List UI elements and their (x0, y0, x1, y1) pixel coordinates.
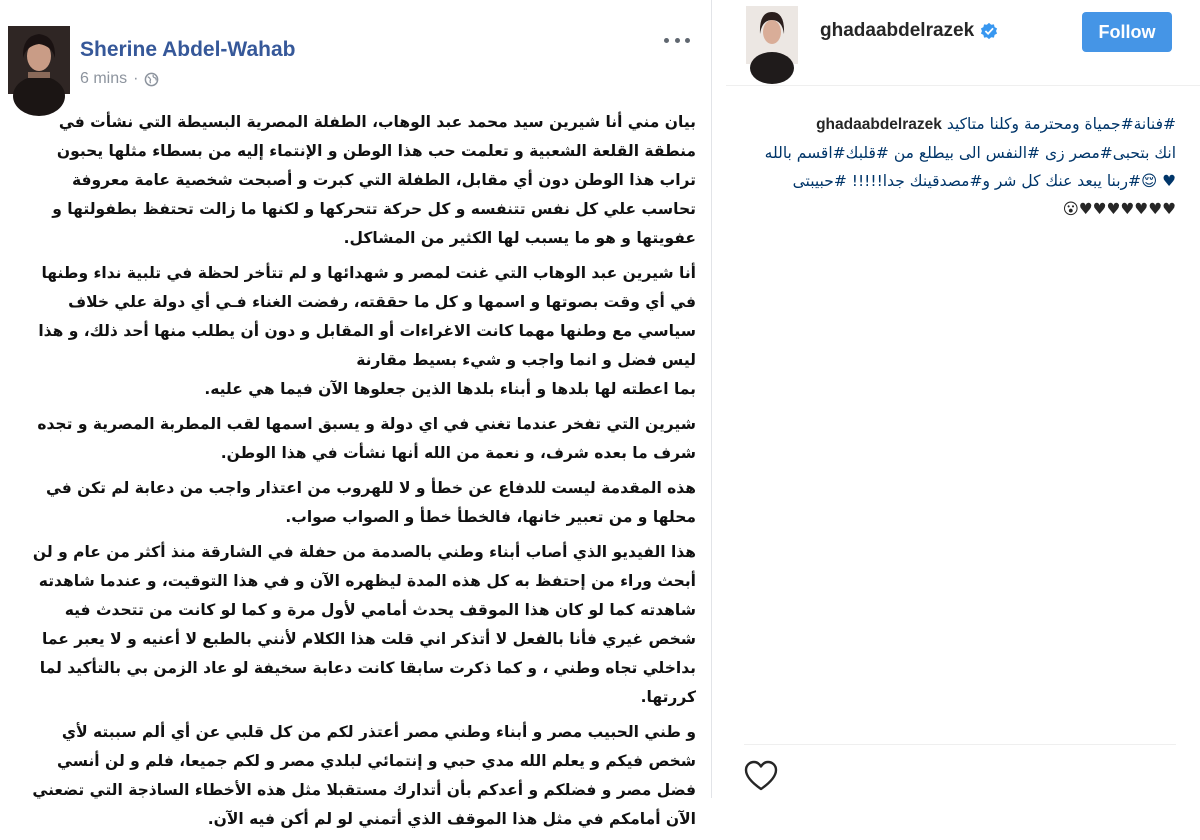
follow-button[interactable]: Follow (1082, 12, 1172, 52)
post-header (8, 26, 702, 106)
verified-badge-icon (980, 22, 998, 40)
post-time[interactable]: 6 mins (80, 70, 128, 87)
post-paragraph: هذا الفيديو الذي أصاب أبناء وطني بالصدمة من حفلة في الشارقة منذ أكثر من عام و لن أبحث وراء من إحتفظ به كل هذه المدة ليظهره الآن و في هذا التوقيت، و عندما شاهدته شاهدته كما لو كان هذا الموقف يحدث أمامي لأول مرة و كما لو كانت من تتحدث فيه شخص غيري فأنا بالفعل لا أتذكر اني قلت هذا الكلام لأنني بالطبع لا أعنيه و لا يعبر عما بداخلي تجاه وطني ، و كما ذكرت سابقا كانت دعابة سخيفة لو عاد الزمن بي بالتأكيد لما كررتها. (32, 543, 696, 706)
caption-line-3: ♥ 😌#ربنا يبعد عنك كل شر و#مصدقينك جدا!!!!! #حبيبتى (792, 172, 1176, 190)
ig-username[interactable] (820, 20, 998, 42)
post-paragraph: هذه المقدمة ليست للدفاع عن خطأ و لا للهروب من اعتذار واجب من دعابة لم تكن في محلها و من تعبير خانها، فالخطأ خطأ و الصواب صواب. (45, 479, 696, 526)
more-options-icon[interactable] (664, 30, 690, 50)
post-paragraph: شيرين التي تفخر عندما تغني في اي دولة و يسبق اسمها لقب المطربة المصرية و تجده شرف ما بعده شرف، و نعمة من الله أنها نشأت في هذا الوطن. (37, 415, 696, 462)
caption-line-2: انك بتحبى#مصر زى #النفس الى بيطلع من #قلبك#اقسم بالله (764, 144, 1176, 162)
globe-icon (144, 72, 159, 87)
ig-header (726, 0, 1200, 86)
author-name[interactable]: Sherine Abdel-Wahab (80, 38, 296, 61)
post-paragraph: و طني الحبيب مصر و أبناء وطني مصر أعتذر لكم من كل قلبي عن أي ألم سببته لأي شخص فيكم و يعلم الله مدي حبي و إنتمائي لبلدي مصر و لكم جميعا، فلم و لن أنسي فضل مصر و فضلكم و أعدكم بأن أتدارك مستقبلا مثل هذه الأخطاء الساذجة التي تضعني الآن أمامكم في مثل هذا الموقف الذي أتمني لو لم أكن فيه الآن. (32, 723, 696, 828)
caption-hashtags[interactable]: #فنانة#جمياة ومحترمة وكلنا متاكيد (946, 115, 1176, 133)
divider (744, 744, 1176, 745)
author-avatar[interactable] (8, 26, 70, 94)
post-meta (80, 70, 159, 88)
meta-separator: · (133, 70, 139, 87)
post-paragraph: أنا شيرين عبد الوهاب التي غنت لمصر و شهدائها و لم تتأخر لحظة في تلبية نداء وطنها في أي وقت بصوتها و اسمها و كل ما حققته، رفضت الغناء فـي أي دولة علي خلاف سياسي مع وطنها مهما كانت الاغراءات أو المقابل و دون أن يطلب منها أحد ذلك، و هذا ليس فضل و انما واجب و شيء بسيط مقارنة (38, 264, 696, 369)
ig-avatar[interactable] (746, 6, 798, 64)
instagram-panel (726, 0, 1200, 798)
caption-line-1 (744, 110, 1176, 139)
ig-username-text[interactable]: ghadaabdelrazek (820, 20, 975, 41)
caption-line-4: ♥♥♥♥♥♥♥😮 (1062, 200, 1176, 218)
post-paragraph: بيان مني أنا شيرين سيد محمد عبد الوهاب، الطفلة المصرية البسيطة التي نشأت في منطقة القلعة الشعبية و تعلمت حب هذا الوطن و الإنتماء إليه من بسطاء مثلها يحبون تراب هذا الوطن دون أي مقابل، الطفلة التي كبرت و أصبحت شخصية عامة معروفة تحاسب علي كل نفس تتنفسه و كل حركة تتحركها و لكنها ما زالت تحتفظ بطفولتها و عفويتها و هو ما يسبب لها الكثير من المشاكل. (52, 113, 696, 247)
ig-caption (744, 110, 1176, 223)
post-body (18, 108, 696, 840)
post-paragraph: بما اعطته لها بلدها و أبناء بلدها الذين جعلوها الآن فيما هي عليه. (204, 380, 696, 398)
heart-icon[interactable] (744, 760, 778, 792)
caption-username[interactable]: ghadaabdelrazek (816, 116, 942, 133)
